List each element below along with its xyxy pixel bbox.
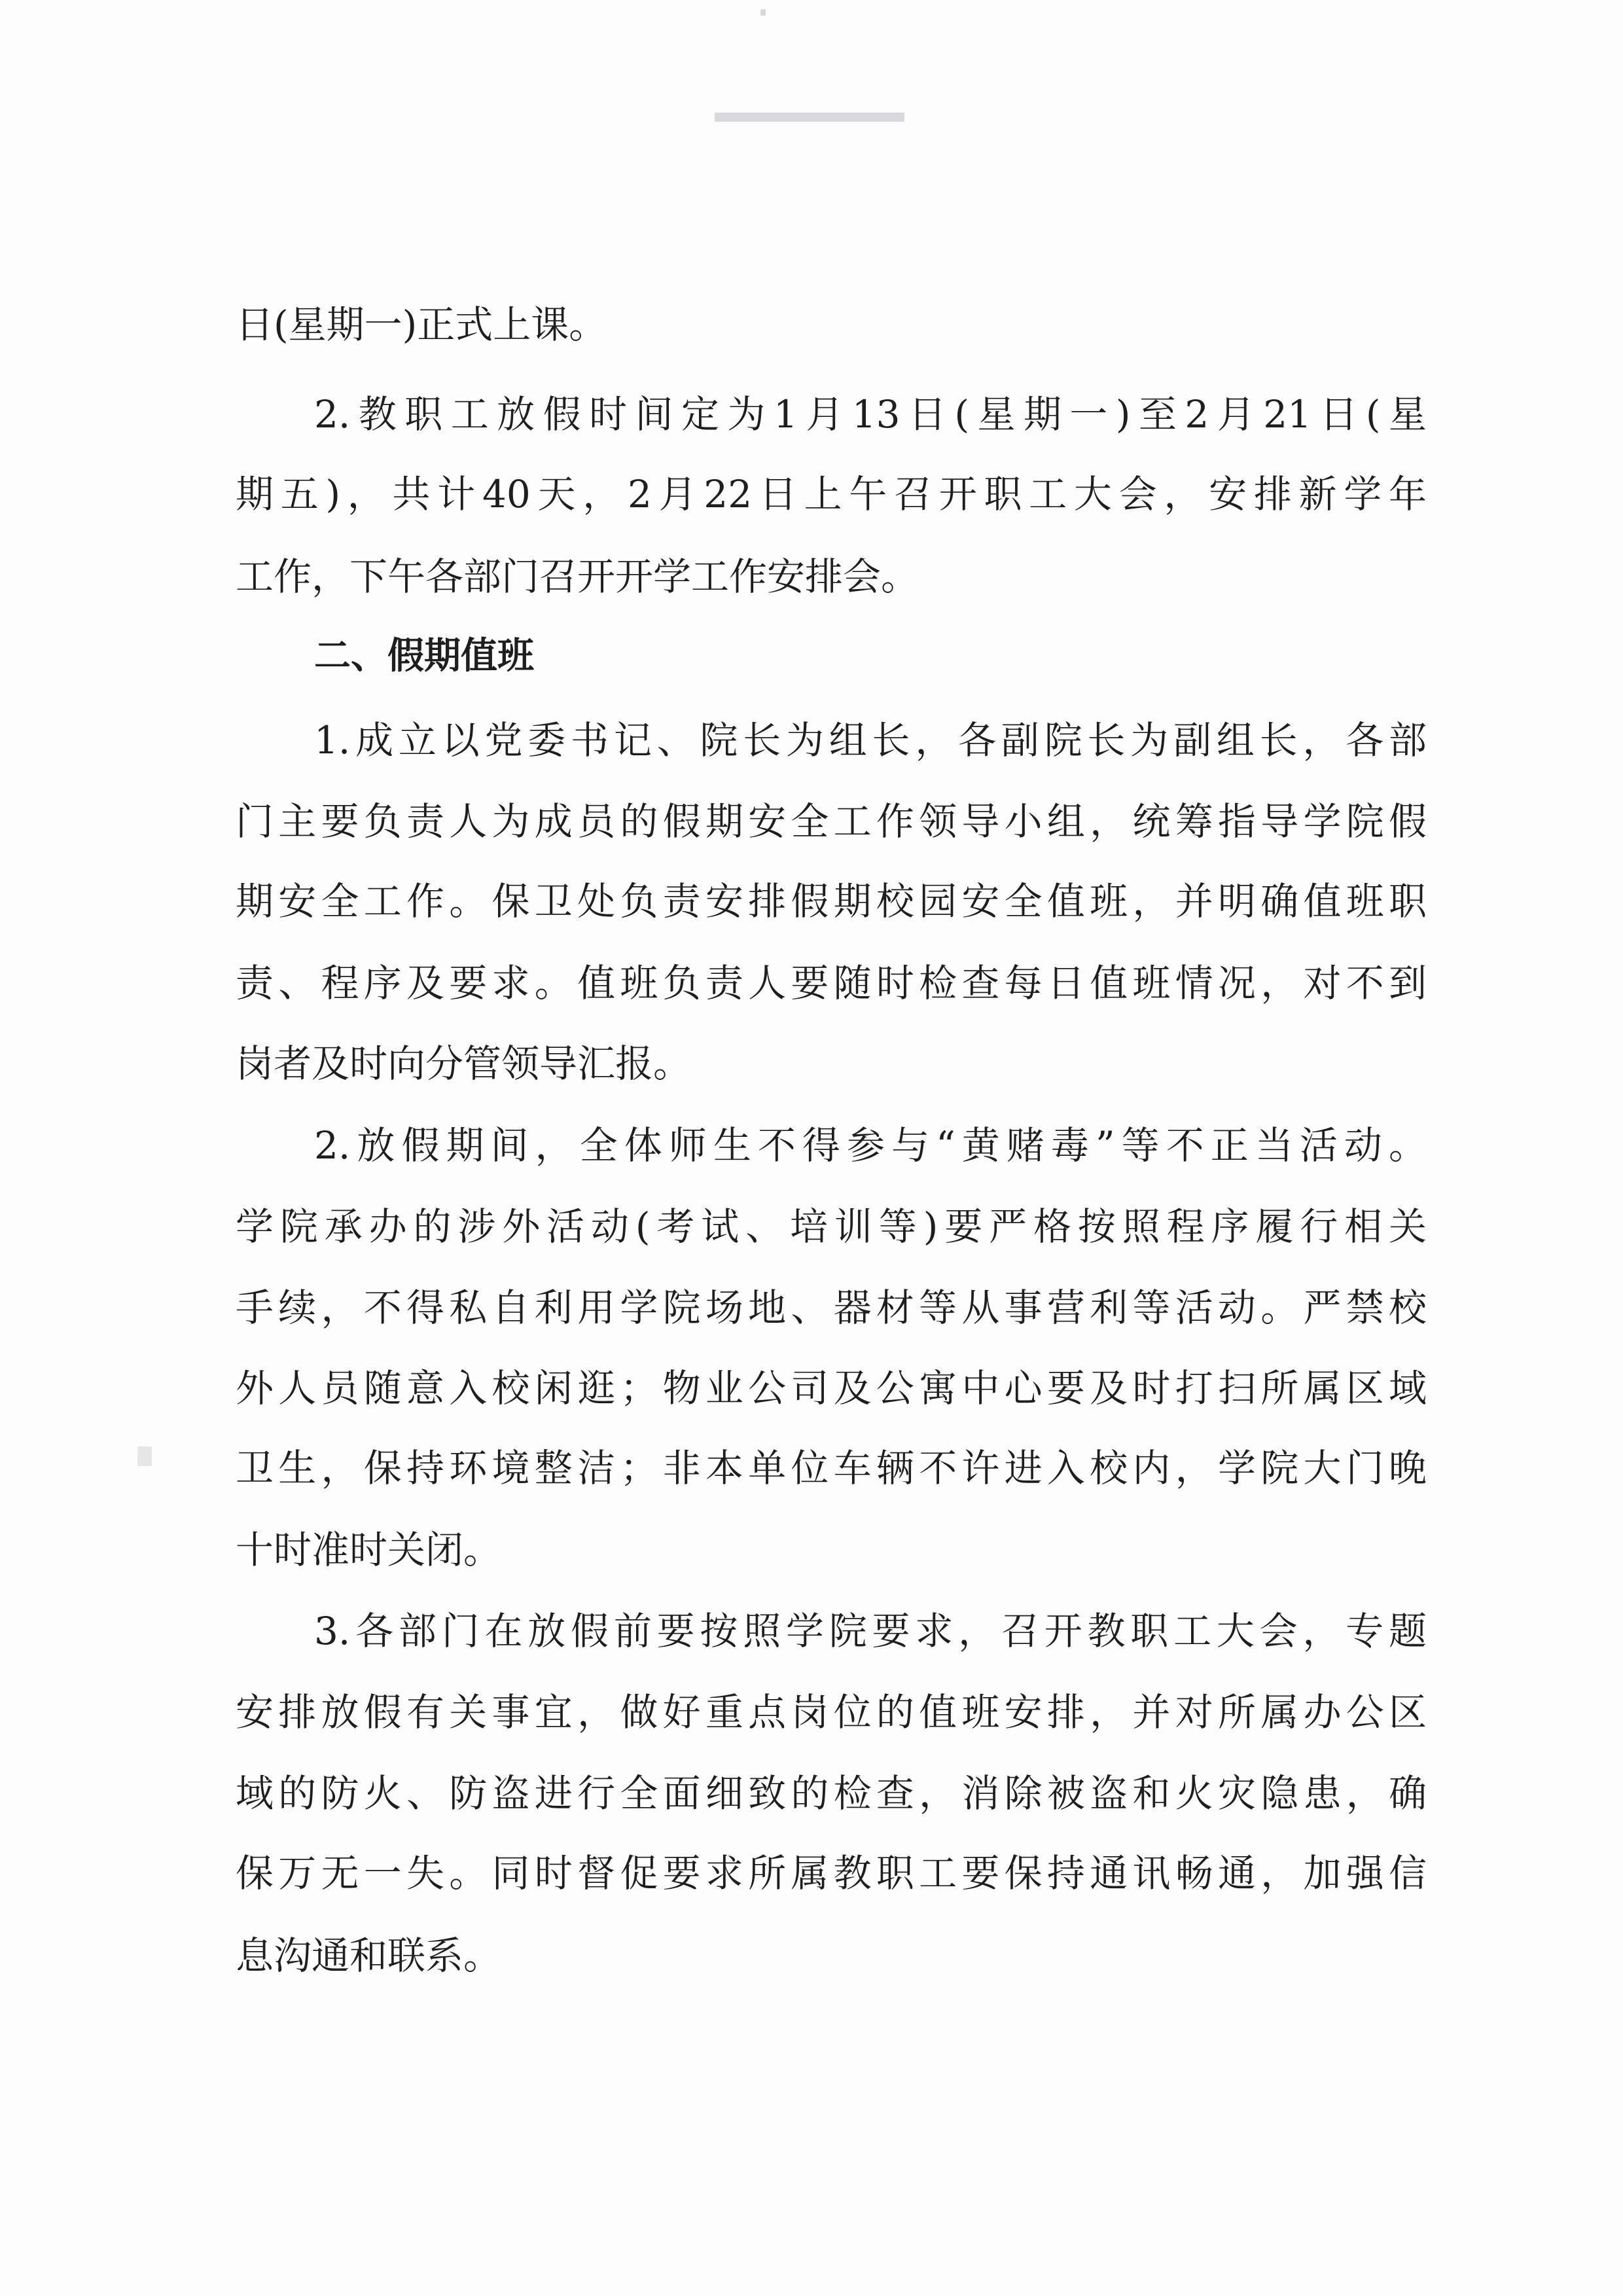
text-line: 卫生，保持环境整洁；非本单位车辆不许进入校内，学院大门晚 — [236, 1446, 1427, 1490]
text-line: 1.成立以党委书记、院长为组长，各副院长为副组长，各部 — [314, 718, 1427, 762]
text-line: 保万无一失。同时督促要求所属教职工要保持通讯畅通，加强信 — [236, 1851, 1427, 1895]
scan-speck — [760, 9, 766, 16]
scan-bleed-mark — [715, 113, 904, 122]
text-line: 期五)，共计40天，2月22日上午召开职工大会，安排新学年 — [236, 472, 1427, 516]
text-line: 期安全工作。保卫处负责安排假期校园安全值班，并明确值班职 — [236, 879, 1427, 924]
text-line: 安排放假有关事宜，做好重点岗位的值班安排，并对所属办公区 — [236, 1690, 1427, 1734]
text-line: 手续，不得私自利用学院场地、器材等从事营利等活动。严禁校 — [236, 1285, 1427, 1330]
text-line: 学院承办的涉外活动(考试、培训等)要严格按照程序履行相关 — [236, 1204, 1427, 1249]
text-line: 2.教职工放假时间定为1月13日(星期一)至2月21日(星 — [314, 392, 1427, 437]
text-line: 2.放假期间，全体师生不得参与“黄赌毒”等不正当活动。 — [314, 1123, 1427, 1168]
text-line: 息沟通和联系。 — [236, 1933, 502, 1978]
section-heading: 二、假期值班 — [314, 635, 534, 677]
text-line: 责、程序及要求。值班负责人要随时检查每日值班情况，对不到 — [236, 961, 1427, 1005]
text-line: 门主要负责人为成员的假期安全工作领导小组，统筹指导学院假 — [236, 799, 1427, 844]
text-line: 外人员随意入校闲逛；物业公司及公寓中心要及时打扫所属区域 — [236, 1366, 1427, 1410]
text-line: 3.各部门在放假前要按照学院要求，召开教职工大会，专题 — [314, 1609, 1427, 1653]
scan-speck — [137, 1446, 152, 1466]
text-line: 日(星期一)正式上课。 — [236, 302, 607, 347]
text-line: 域的防火、防盗进行全面细致的检查，消除被盗和火灾隐患，确 — [236, 1771, 1427, 1816]
text-line: 工作，下午各部门召开开学工作安排会。 — [236, 554, 919, 599]
text-line: 十时准时关闭。 — [236, 1528, 502, 1572]
text-line: 岗者及时向分管领导汇报。 — [236, 1041, 692, 1086]
